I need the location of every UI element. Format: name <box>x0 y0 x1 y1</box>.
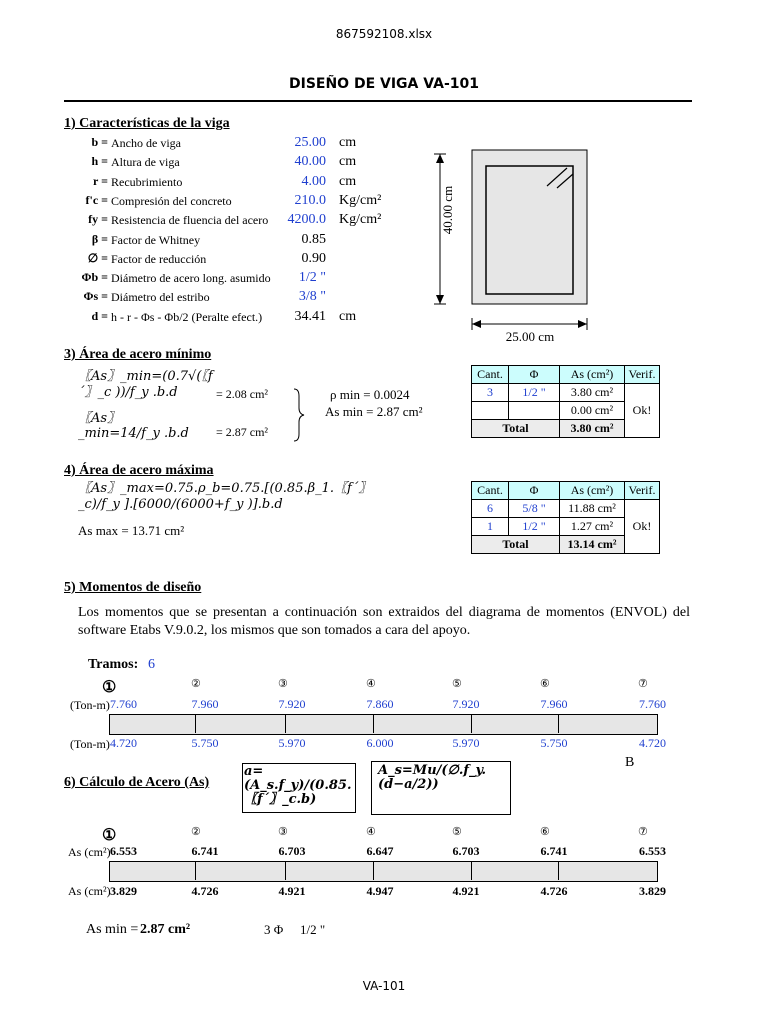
steel-unit-bottom: As (cm²) <box>68 884 111 898</box>
moment-top-value: 7.760 <box>639 697 666 711</box>
char-description: Altura de viga <box>111 155 180 170</box>
page-footer: VA-101 <box>362 979 406 993</box>
steel-top-value: 6.741 <box>191 844 219 858</box>
beam-divider <box>285 861 286 880</box>
verif-cell: Ok! <box>625 500 660 554</box>
rho-min: ρ min = 0.0024 <box>330 387 410 402</box>
asmin-value-2: = 2.87 cm² <box>216 425 269 439</box>
table-header: Φ <box>509 366 560 384</box>
moment-bottom-value: 6.000 <box>366 736 394 750</box>
support-node: ② <box>191 826 201 838</box>
moment-unit-bottom: (Ton-m) <box>70 737 110 751</box>
moment-bottom-value: 5.970 <box>278 736 306 750</box>
total-value: 13.14 cm² <box>560 536 625 554</box>
beam-divider <box>195 861 196 880</box>
file-name: 867592108.xlsx <box>335 27 433 41</box>
char-value: 210.0 <box>294 192 326 208</box>
char-value: 4.00 <box>301 173 326 189</box>
moment-beam-bar <box>109 714 658 735</box>
table-cell: 1 <box>472 518 509 536</box>
table-cell: 3 <box>472 384 509 402</box>
total-label: Total <box>472 536 560 554</box>
char-unit: cm <box>339 135 357 150</box>
char-description: Ancho de viga <box>111 136 181 150</box>
bars-diameter: 1/2 " <box>300 922 326 937</box>
section5-heading: 5) Momentos de diseño <box>64 580 202 595</box>
table-cell: 11.88 cm² <box>560 500 625 518</box>
char-value: 1/2 " <box>298 270 326 286</box>
table-cell: 1/2 " <box>509 384 560 402</box>
steel-top-value: 6.553 <box>110 844 137 858</box>
steel-beam-bar <box>109 861 658 882</box>
char-description: Diámetro de acero long. asumido <box>111 271 271 286</box>
moment-top-value: 7.960 <box>191 697 219 711</box>
support-node: ③ <box>278 826 288 838</box>
table-cell: 6 <box>472 500 509 518</box>
table-header: Cant. <box>472 366 509 384</box>
char-value: 25.00 <box>294 135 326 150</box>
steel-bottom-value: 3.829 <box>639 884 666 898</box>
char-description: Resistencia de fluencia del acero <box>111 213 269 228</box>
beam-divider <box>195 714 196 733</box>
support-node: ① <box>102 827 117 844</box>
brace <box>292 388 306 442</box>
beam-divider <box>558 861 559 880</box>
steel-bottom-value: 4.726 <box>540 884 568 898</box>
support-node: ⑥ <box>540 678 550 690</box>
table-cell: 5/8 " <box>509 500 560 518</box>
depth-formula-box: a=(A_s.f_y)/(0.85.〖f´〗_c.b) <box>242 763 356 813</box>
asmin-footer-label: As min = <box>86 922 139 937</box>
char-unit: cm <box>339 308 357 324</box>
char-value: 40.00 <box>294 154 326 170</box>
steel-bottom-value: 4.921 <box>278 884 306 898</box>
char-value: 34.41 <box>294 308 326 324</box>
asmin-bar-table <box>471 365 660 438</box>
steel-top-value: 6.703 <box>278 844 306 858</box>
char-unit: Kg/cm² <box>339 212 382 228</box>
page-title: DISEÑO DE VIGA VA-101 <box>288 76 480 92</box>
moment-top-value: 7.860 <box>366 697 394 711</box>
asmin-value-1: = 2.08 cm² <box>216 387 269 401</box>
steel-area-formula-box: A_s=Mu/(∅.f_y.(d−a/2)) <box>371 761 511 815</box>
char-symbol: Φs = <box>83 289 108 304</box>
tramos-label: Tramos: <box>88 657 139 672</box>
char-unit: cm <box>339 154 357 170</box>
table-header: As (cm²) <box>560 366 625 384</box>
height-dimension: 40.00 cm <box>440 185 455 235</box>
moment-top-value: 7.920 <box>452 697 480 711</box>
steel-top-value: 6.741 <box>540 844 568 858</box>
support-node: ③ <box>278 678 288 690</box>
table-header: Verif. <box>625 482 660 500</box>
moment-top-value: 7.920 <box>278 697 306 711</box>
asmin-footer-value: 2.87 cm² <box>140 922 191 937</box>
char-value: 0.90 <box>301 250 326 266</box>
asmin-formula-1: 〖As〗_min=(0.7√(〖f´〗_c ))/f_y .b.d <box>78 369 213 400</box>
moments-paragraph: Los momentos que se presentan a continuación son extraidos del diagrama de momentos (ENVOL) del software Etabs V.9.0.2, los mismos que son tomados a cara del apoyo. <box>78 605 690 638</box>
table-cell <box>472 402 509 420</box>
support-node: ④ <box>366 826 376 838</box>
section3-heading: 3) Área de acero mínimo <box>64 347 212 362</box>
beam-divider <box>471 861 472 880</box>
steel-bottom-value: 4.921 <box>452 884 480 898</box>
as-max-result: As max = 13.71 cm² <box>78 523 185 538</box>
char-description: h - r - Φs - Φb/2 (Peralte efect.) <box>111 309 263 324</box>
steel-unit-top: As (cm²) <box>68 845 111 859</box>
support-node: ② <box>191 678 201 690</box>
steel-bottom-value: 3.829 <box>110 884 137 898</box>
char-value: 3/8 " <box>298 289 326 305</box>
steel-top-value: 6.553 <box>639 844 666 858</box>
beam-divider <box>373 861 374 880</box>
char-unit: cm <box>339 173 357 189</box>
label-b: B <box>625 755 635 770</box>
width-dimension: 25.00 cm <box>505 329 555 344</box>
beam-divider <box>285 714 286 733</box>
char-symbol: d = <box>91 308 108 323</box>
verif-cell: Ok! <box>625 384 660 438</box>
char-value: 4200.0 <box>287 212 326 228</box>
table-header: Cant. <box>472 482 509 500</box>
moment-bottom-value: 5.750 <box>540 736 568 750</box>
support-node: ⑦ <box>638 678 648 690</box>
section1-heading: 1) Características de la viga <box>64 116 230 131</box>
section4-heading: 4) Área de acero máxima <box>64 463 214 478</box>
total-value: 3.80 cm² <box>560 420 625 438</box>
char-description: Factor de reducción <box>111 251 207 266</box>
table-header: Φ <box>509 482 560 500</box>
char-description: Diámetro del estribo <box>111 290 210 305</box>
moment-top-value: 7.960 <box>540 697 568 711</box>
table-header: As (cm²) <box>560 482 625 500</box>
table-cell: 1/2 " <box>509 518 560 536</box>
support-node: ⑤ <box>452 678 462 690</box>
beam-section-figure <box>415 148 615 344</box>
char-symbol: ∅ = <box>87 250 108 265</box>
char-symbol: h = <box>91 154 108 169</box>
char-symbol: fy = <box>88 212 108 227</box>
tramos-count: 6 <box>148 657 155 672</box>
section6-heading: 6) Cálculo de Acero (As) <box>64 775 210 790</box>
support-node: ⑥ <box>540 826 550 838</box>
asmax-formula: 〖As〗_max=0.75.ρ_b=0.75.[(0.85.β_1.〖f´〗_c)/f_y ].[6000/(6000+f_y )].b.d <box>78 481 372 512</box>
char-description: Recubrimiento <box>111 174 183 189</box>
support-node: ⑤ <box>452 826 462 838</box>
title-rule <box>64 100 692 102</box>
bars-count: 3 Φ <box>264 922 284 937</box>
table-cell: 0.00 cm² <box>560 402 625 420</box>
beam-divider <box>558 714 559 733</box>
support-node: ⑦ <box>638 826 648 838</box>
moment-top-value: 7.760 <box>110 697 137 711</box>
char-symbol: Φb = <box>81 270 108 285</box>
table-cell: 3.80 cm² <box>560 384 625 402</box>
total-label: Total <box>472 420 560 438</box>
char-unit: Kg/cm² <box>339 192 382 208</box>
steel-top-value: 6.703 <box>452 844 480 858</box>
moment-bottom-value: 4.720 <box>110 736 137 750</box>
steel-bottom-value: 4.726 <box>191 884 219 898</box>
asmin-formula-2: 〖As〗_min=14/f_y .b.d <box>78 411 189 441</box>
char-value: 0.85 <box>301 231 326 247</box>
char-symbol: f'c = <box>85 192 108 207</box>
table-cell: 1.27 cm² <box>560 518 625 536</box>
steel-top-value: 6.647 <box>366 844 394 858</box>
char-symbol: r = <box>93 173 108 188</box>
beam-divider <box>471 714 472 733</box>
support-node: ④ <box>366 678 376 690</box>
steel-bottom-value: 4.947 <box>366 884 394 898</box>
beam-divider <box>373 714 374 733</box>
as-min-result: As min = 2.87 cm² <box>325 404 423 419</box>
moment-unit-top: (Ton-m) <box>70 698 110 712</box>
table-cell <box>509 402 560 420</box>
moment-bottom-value: 5.750 <box>191 736 219 750</box>
asmax-bar-table <box>471 481 660 554</box>
char-description: Compresión del concreto <box>111 193 232 208</box>
char-symbol: β = <box>91 231 108 246</box>
char-symbol: b = <box>91 135 108 149</box>
moment-bottom-value: 5.970 <box>452 736 480 750</box>
support-node: ① <box>102 679 117 696</box>
moment-bottom-value: 4.720 <box>639 736 666 750</box>
char-description: Factor de Whitney <box>111 232 201 247</box>
table-header: Verif. <box>625 366 660 384</box>
